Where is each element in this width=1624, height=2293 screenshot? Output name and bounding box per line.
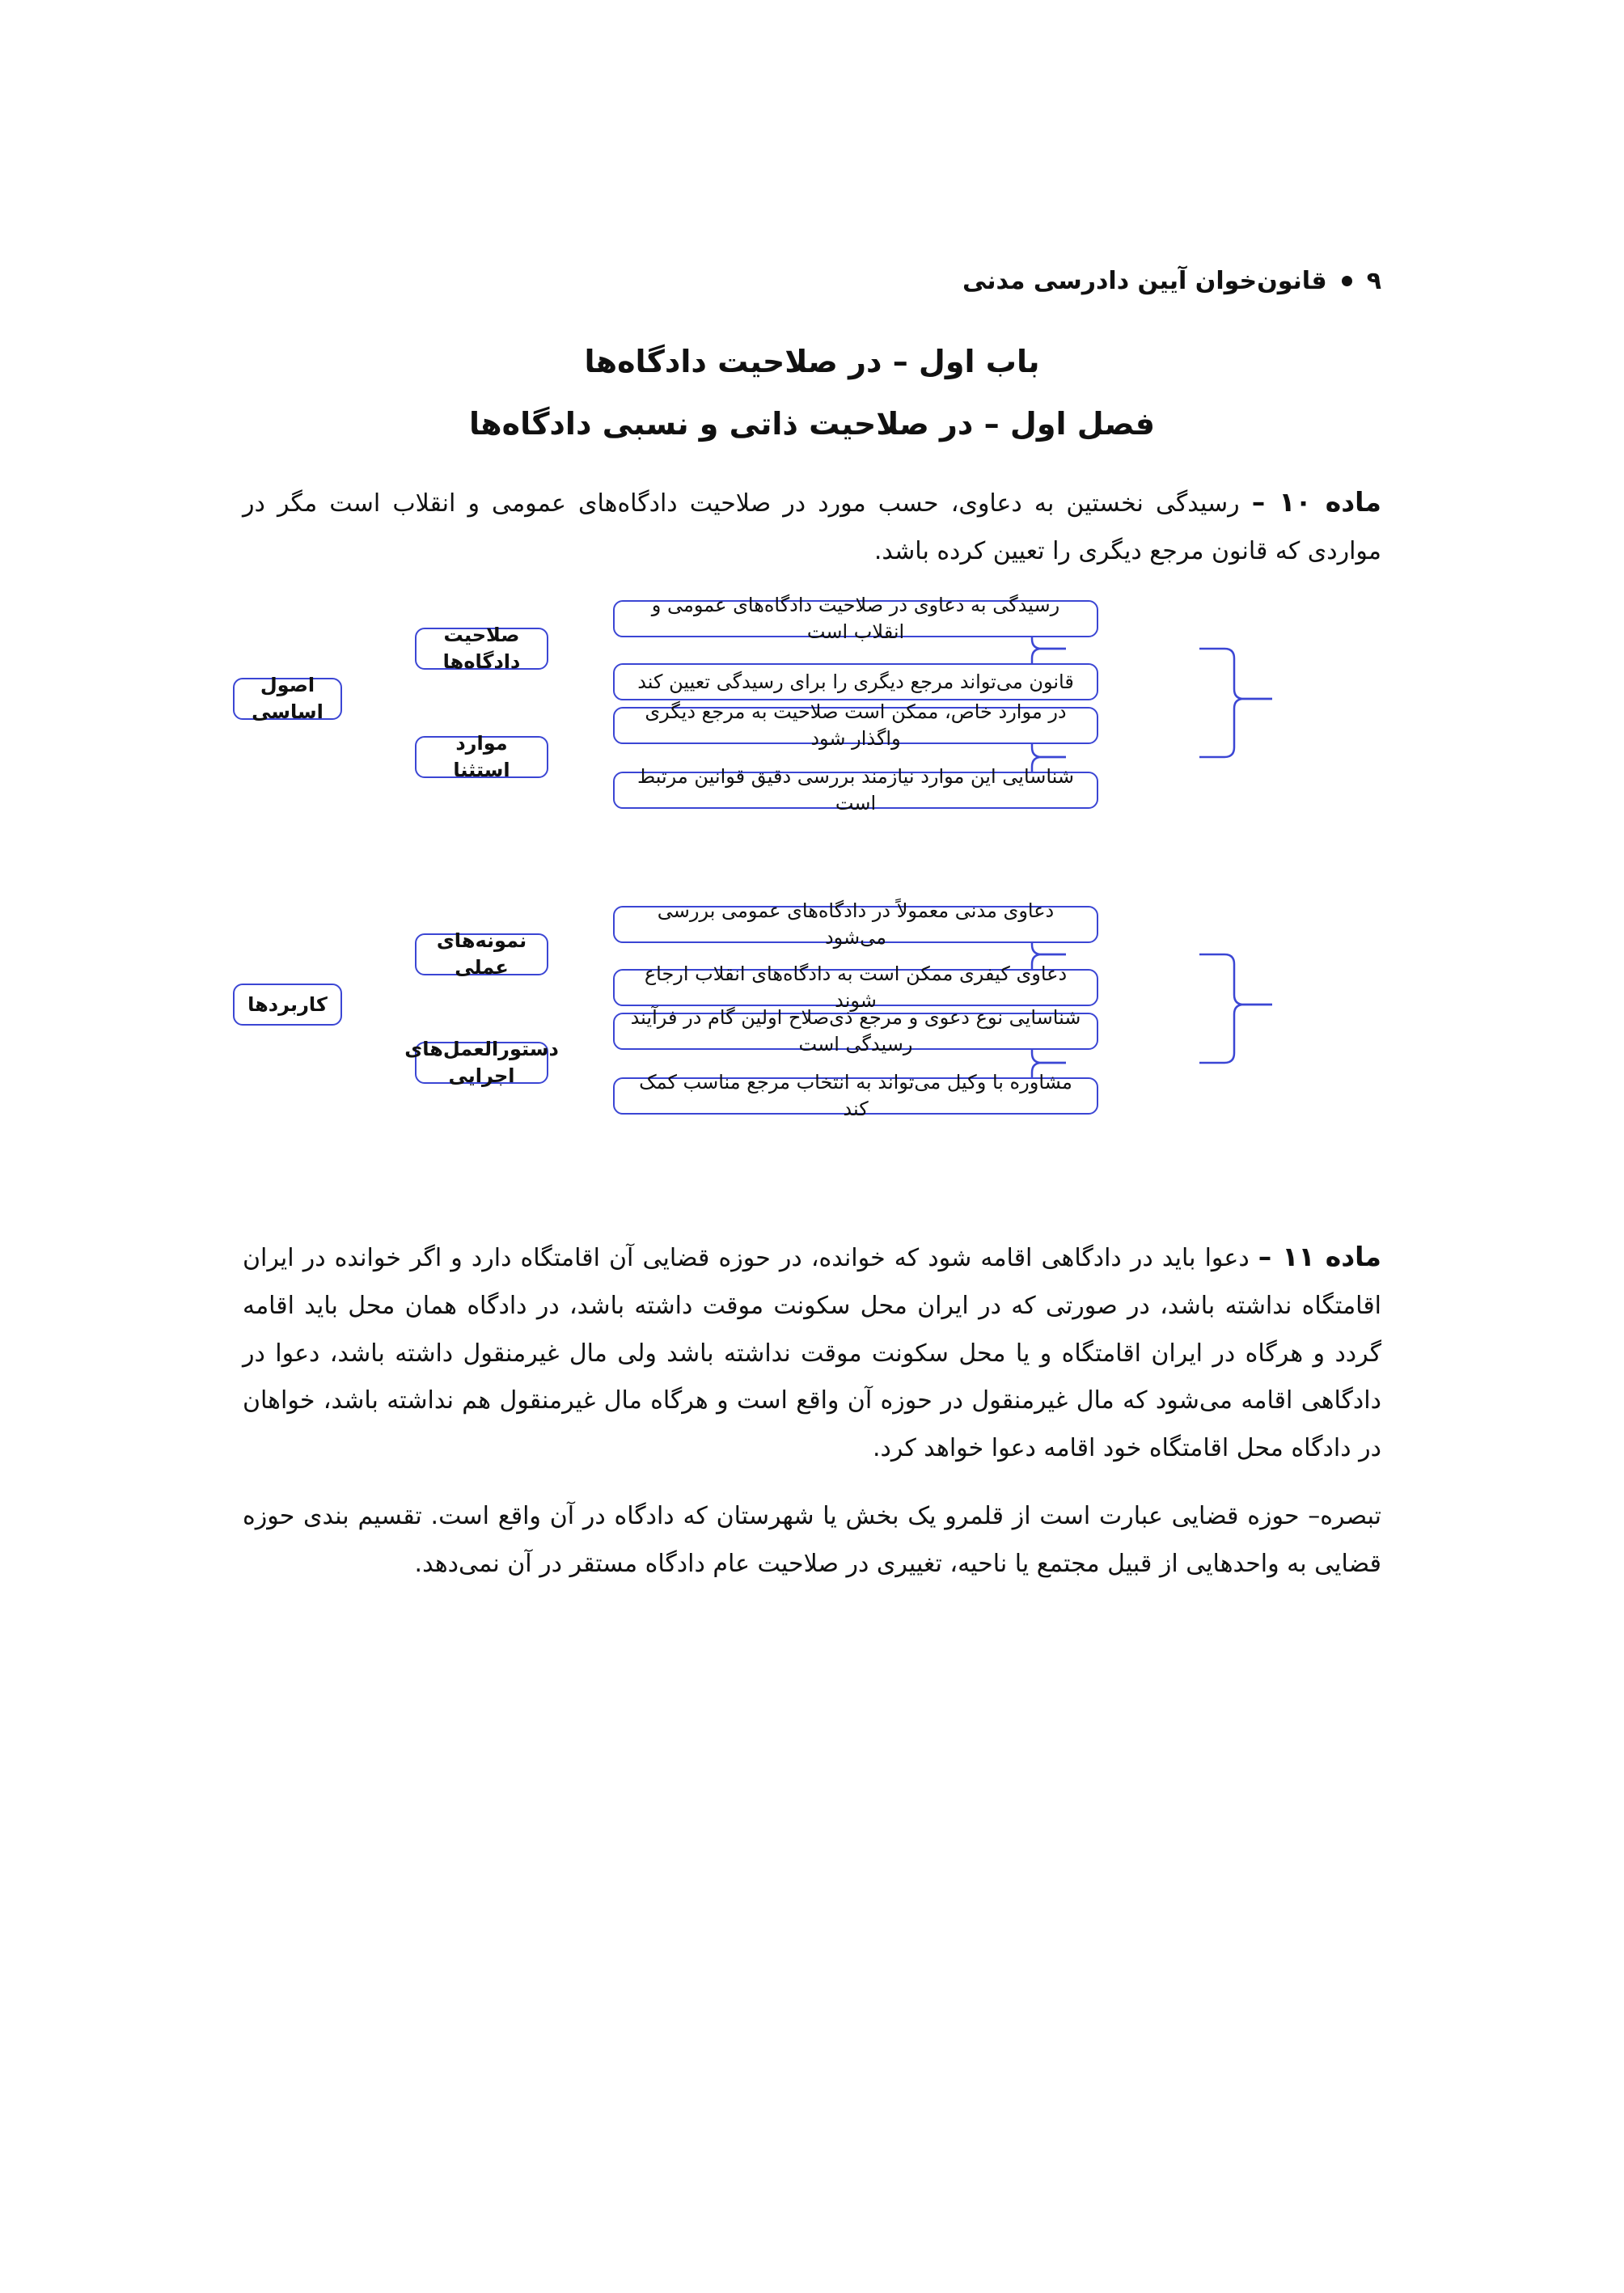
- page-number: ۹: [1366, 267, 1381, 295]
- diagram-branch-practical-examples: نمونه‌های عملی: [415, 933, 548, 975]
- diagram-root-applications: کاربردها: [233, 984, 342, 1026]
- article-11-text: دعوا باید در دادگاهی اقامه شود که خوانده، در حوزه قضایی آن اقامتگاه دارد و اگر خوانده در ایران اقامتگاه نداشته باشد، در صورتی که در ایران محل سکونت موقت داشته باشد، در دادگاه همان محل باید اقامه گردد و هرگاه در ایران اقامتگاه و یا محل سکونت موقت نداشته باشد ولی مال غیرمنقول داشته باشد، دعوا در دادگاهی اقامه می‌شود که مال غیرمنقول در حوزه آن واقع است و هرگاه مال غیرمنقول هم نداشته باشد، خواهان در دادگاه محل اقامتگاه خود اقامه دعوا خواهد کرد.: [243, 1243, 1381, 1462]
- diagram-leaf-2-1: در موارد خاص، ممکن است صلاحیت به مرجع دیگری واگذار شود: [613, 707, 1098, 744]
- note-tabsare: [243, 1493, 1381, 1588]
- concept-diagram: [233, 594, 1381, 1199]
- chapter-title: فصل اول – در صلاحیت ذاتی و نسبی دادگاه‌ها: [469, 406, 1155, 442]
- diagram-branch-exceptions: موارد استثنا: [415, 736, 548, 778]
- diagram-branch-procedures: دستورالعمل‌های اجرایی: [404, 1038, 559, 1087]
- note-text: حوزه قضایی عبارت است از قلمرو یک بخش یا شهرستان که دادگاه در آن واقع است. تقسیم بندی حوزه قضایی به واحدهایی از قبیل مجتمع یا ناحیه، تغییری در صلاحیت عام دادگاه مستقر در آن نمی‌دهد.: [243, 1502, 1381, 1578]
- article-10-text: رسیدگی نخستین به دعاوی، حسب مورد در صلاحیت دادگاه‌های عمومی و انقلاب است مگر در مواردی که قانون مرجع دیگری را تعیین کرده باشد.: [243, 489, 1381, 566]
- diagram-leaf-3-1: دعاوی مدنی معمولاً در دادگاه‌های عمومی بررسی می‌شود: [613, 906, 1098, 943]
- book-title: قانون‌خوان آیین دادرسی مدنی: [962, 267, 1327, 295]
- running-header: [243, 267, 1381, 295]
- diagram-leaf-3-2: دعاوی کیفری ممکن است به دادگاه‌های انقلاب ارجاع شوند: [613, 969, 1098, 1006]
- diagram-leaf-1-1: رسیدگی به دعاوی در صلاحیت دادگاه‌های عمومی و انقلاب است: [613, 600, 1098, 637]
- article-11: [243, 1231, 1381, 1472]
- diagram-leaf-2-2: شناسایی این موارد نیازمند بررسی دقیق قوانین مرتبط است: [613, 772, 1098, 809]
- part-title: باب اول – در صلاحیت دادگاه‌ها: [584, 344, 1040, 379]
- article-10-label: ماده ۱۰ –: [1251, 486, 1381, 518]
- note-label: تبصره–: [1308, 1502, 1381, 1531]
- bullet-separator-icon: [1342, 276, 1352, 286]
- article-11-label: ماده ۱۱ –: [1258, 1240, 1381, 1272]
- diagram-leaf-4-1: شناسایی نوع دعوی و مرجع ذی‌صلاح اولین گام در فرآیند رسیدگی است: [613, 1013, 1098, 1050]
- diagram-leaf-4-2: مشاوره با وکیل می‌تواند به انتخاب مرجع مناسب کمک کند: [613, 1077, 1098, 1115]
- article-10: [243, 476, 1381, 576]
- diagram-branch-courts-jurisdiction: صلاحیت دادگاه‌ها: [415, 628, 548, 670]
- diagram-leaf-1-2: قانون می‌تواند مرجع دیگری را برای رسیدگی تعیین کند: [613, 663, 1098, 700]
- diagram-root-principles: اصول اساسی: [233, 678, 342, 720]
